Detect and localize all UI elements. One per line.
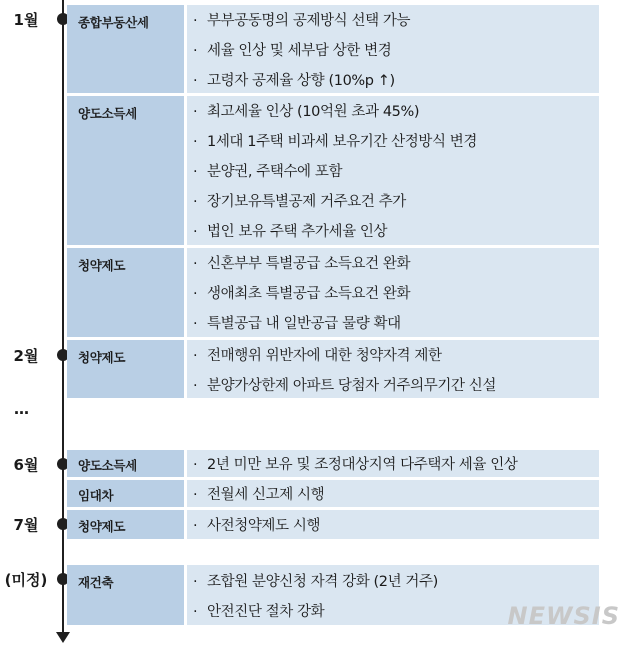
list-item: [193, 220, 387, 241]
timeline-arrow-icon: [56, 632, 70, 643]
bullet: ·: [193, 378, 198, 394]
bullet: ·: [193, 574, 198, 590]
category-label: 임대차: [78, 488, 114, 503]
item-text: 특별공급 내 일반공급 물량 확대: [207, 316, 401, 332]
category-cell: [67, 510, 184, 539]
timeline-line: [62, 0, 64, 634]
bullet: ·: [193, 457, 198, 473]
list-item: [193, 160, 342, 181]
policy-row: [67, 480, 599, 507]
bullet: ·: [193, 348, 198, 364]
items-cell: [187, 480, 599, 507]
policy-row: [67, 340, 599, 398]
category-label: 종합부동산세: [78, 15, 149, 30]
newsis-watermark: NEWSIS: [507, 602, 620, 630]
item-text: 1세대 1주택 비과세 보유기간 산정방식 변경: [207, 134, 478, 150]
item-text: 분양가상한제 아파트 당첨자 거주의무기간 신설: [207, 378, 496, 394]
item-text: 최고세율 인상 (10억원 초과 45%): [207, 104, 420, 120]
items-cell: [187, 248, 599, 337]
ellipsis-marker: …: [14, 400, 29, 418]
list-item: [193, 252, 410, 273]
category-label: 양도소득세: [78, 106, 137, 121]
items-cell: [187, 450, 599, 477]
bullet: ·: [193, 104, 198, 120]
bullet: ·: [193, 194, 198, 210]
list-item: [193, 312, 401, 333]
items-cell: [187, 510, 599, 539]
item-text: 법인 보유 주택 추가세율 인상: [207, 224, 388, 240]
bullet: ·: [193, 134, 198, 150]
item-text: 세율 인상 및 세부담 상한 변경: [207, 43, 392, 59]
bullet: ·: [193, 487, 198, 503]
list-item: [193, 39, 391, 60]
category-cell: [67, 5, 184, 93]
item-text: 생애최초 특별공급 소득요건 완화: [207, 286, 411, 302]
items-cell: [187, 340, 599, 398]
bullet: ·: [193, 256, 198, 272]
bullet: ·: [193, 164, 198, 180]
item-text: 신혼부부 특별공급 소득요건 완화: [207, 256, 411, 272]
bullet: ·: [193, 43, 198, 59]
list-item: [193, 453, 517, 474]
list-item: [193, 483, 324, 504]
item-text: 장기보유특별공제 거주요건 추가: [207, 194, 406, 210]
policy-row: [67, 96, 599, 245]
list-item: [193, 344, 442, 365]
bullet: ·: [193, 13, 198, 29]
item-text: 전월세 신고제 시행: [207, 487, 325, 503]
list-item: [193, 9, 410, 30]
category-cell: [67, 565, 184, 625]
category-cell: [67, 340, 184, 398]
item-text: 전매행위 위반자에 대한 청약자격 제한: [207, 348, 442, 364]
bullet: ·: [193, 286, 198, 302]
month-label: 2월: [13, 347, 39, 365]
item-text: 조합원 분양신청 자격 강화 (2년 거주): [207, 574, 438, 590]
month-label: (미정): [4, 571, 48, 589]
item-text: 2년 미만 보유 및 조정대상지역 다주택자 세율 인상: [207, 457, 518, 473]
list-item: [193, 69, 395, 90]
category-label: 재건축: [78, 575, 114, 590]
item-text: 사전청약제도 시행: [207, 518, 321, 534]
list-item: [193, 570, 438, 591]
list-item: [193, 130, 477, 151]
policy-row: [67, 450, 599, 477]
list-item: [193, 282, 410, 303]
month-label: 1월: [13, 11, 39, 29]
item-text: 분양권, 주택수에 포함: [207, 164, 343, 180]
category-cell: [67, 96, 184, 245]
month-label: 6월: [13, 456, 39, 474]
list-item: [193, 100, 419, 121]
category-cell: [67, 480, 184, 507]
policy-row: [67, 5, 599, 93]
items-cell: [187, 5, 599, 93]
policy-row: [67, 248, 599, 337]
category-cell: [67, 248, 184, 337]
item-text: 안전진단 절차 강화: [207, 604, 325, 620]
list-item: [193, 190, 406, 211]
bullet: ·: [193, 316, 198, 332]
item-text: 부부공동명의 공제방식 선택 가능: [207, 13, 411, 29]
policy-row: [67, 510, 599, 539]
category-label: 청약제도: [78, 519, 126, 534]
bullet: ·: [193, 224, 198, 240]
category-label: 청약제도: [78, 258, 126, 273]
category-cell: [67, 450, 184, 477]
items-cell: [187, 96, 599, 245]
list-item: [193, 600, 324, 621]
month-label: 7월: [13, 516, 39, 534]
category-label: 양도소득세: [78, 458, 137, 473]
bullet: ·: [193, 518, 198, 534]
list-item: [193, 514, 320, 535]
category-label: 청약제도: [78, 350, 126, 365]
bullet: ·: [193, 604, 198, 620]
list-item: [193, 374, 496, 395]
item-text: 고령자 공제율 상향 (10%p ↑): [207, 73, 395, 89]
bullet: ·: [193, 73, 198, 89]
